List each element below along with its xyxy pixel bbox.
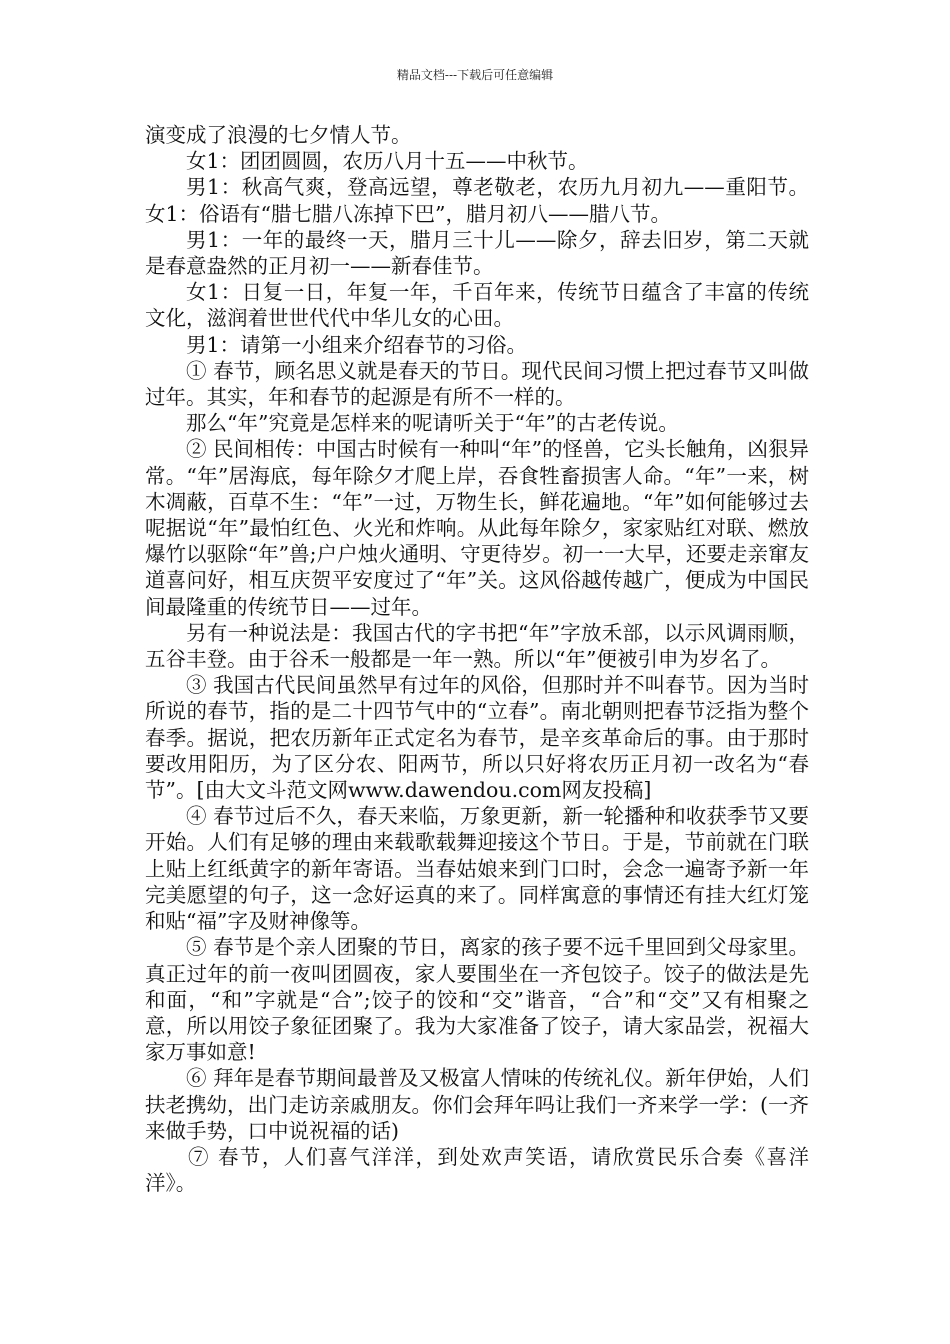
paragraph: ③ 我国古代民间虽然早有过年的风俗，但那时并不叫春节。因为当时所说的春节，指的是二十四节气中的“立春”。南北朝则把春节泛指为整个春季。据说，把农历新年正式定名为春节，是辛亥革命后的事。由于那时要改用阳历，为了区分农、阳两节，所以只好将农历正月初一改名为“春节”。[由大文斗范文网www.dawendou.com网友投稿]: [145, 673, 809, 803]
paragraph: ② 民间相传：中国古时候有一种叫“年”的怪兽，它头长触角，凶狠异常。“年”居海底，每年除夕才爬上岸，吞食牲畜损害人命。“年”一来，树木凋蔽，百草不生：“年”一过，万物生长，鲜花遍地。“年”如何能够过去呢据说“年”最怕红色、火光和炸响。从此每年除夕，家家贴红对联、燃放爆竹以驱除“年”兽;户户烛火通明、守更待岁。初一一大早，还要走亲窜友道喜问好，相互庆贺平安度过了“年”关。这风俗越传越广，便成为中国民间最隆重的传统节日——过年。: [145, 437, 809, 619]
paragraph: 那么“年”究竟是怎样来的呢请听关于“年”的古老传说。: [186, 411, 679, 436]
paragraph: 男1：请第一小组来介绍春节的习俗。: [186, 332, 528, 357]
paragraph: ④ 春节过后不久，春天来临，万象更新，新一轮播种和收获季节又要开始。人们有足够的理由来载歌载舞迎接这个节日。于是，节前就在门联上贴上红纸黄字的新年寄语。当春姑娘来到门口时，会念一遍寄予新一年完美愿望的句子，这一念好运真的来了。同样寓意的事情还有挂大红灯笼和贴“福”字及财神像等。: [145, 804, 809, 934]
paragraph: ① 春节，顾名思义就是春天的节日。现代民间习惯上把过春节又叫做过年。其实，年和春节的起源是有所不一样的。: [145, 358, 809, 410]
paragraph: 女1：团团圆圆，农历八月十五——中秋节。: [186, 149, 589, 174]
document-body: [145, 122, 809, 1196]
paragraph: ⑤ 春节是个亲人团聚的节日，离家的孩子要不远千里回到父母家里。真正过年的前一夜叫团圆夜，家人要围坐在一齐包饺子。饺子的做法是先和面，“和”字就是“合”;饺子的饺和“交”谐音，“合”和“交”又有相聚之意，所以用饺子象征团聚了。我为大家准备了饺子，请大家品尝，祝福大家万事如意!: [145, 935, 809, 1065]
page-header: 精品文档---下载后可任意编辑: [396, 68, 554, 82]
paragraph: 女1：日复一日，年复一年，千百年来，传统节日蕴含了丰富的传统文化，滋润着世世代代中华儿女的心田。: [145, 280, 809, 331]
paragraph: ⑦ 春节，人们喜气洋洋，到处欢声笑语，请欣赏民乐合奏《喜洋洋》。: [145, 1144, 809, 1196]
paragraph: 另有一种说法是：我国古代的字书把“年”字放禾部，以示风调雨顺，五谷丰登。由于谷禾一般都是一年一熟。所以“年”便被引申为岁名了。: [145, 620, 809, 672]
paragraph: 男1：秋高气爽，登高远望，尊老敬老，农历九月初九——重阳节。女1：俗语有“腊七腊八冻掉下巴”，腊月初八——腊八节。: [145, 175, 809, 226]
paragraph: 男1：一年的最终一天，腊月三十儿——除夕，辞去旧岁，第二天就是春意盎然的正月初一——新春佳节。: [145, 227, 809, 279]
paragraph: ⑥ 拜年是春节期间最普及又极富人情味的传统礼仪。新年伊始，人们扶老携幼，出门走访亲戚朋友。你们会拜年吗让我们一齐来学一学：(一齐来做手势，口中说祝福的话): [145, 1066, 809, 1143]
paragraph: 演变成了浪漫的七夕情人节。: [145, 123, 412, 147]
